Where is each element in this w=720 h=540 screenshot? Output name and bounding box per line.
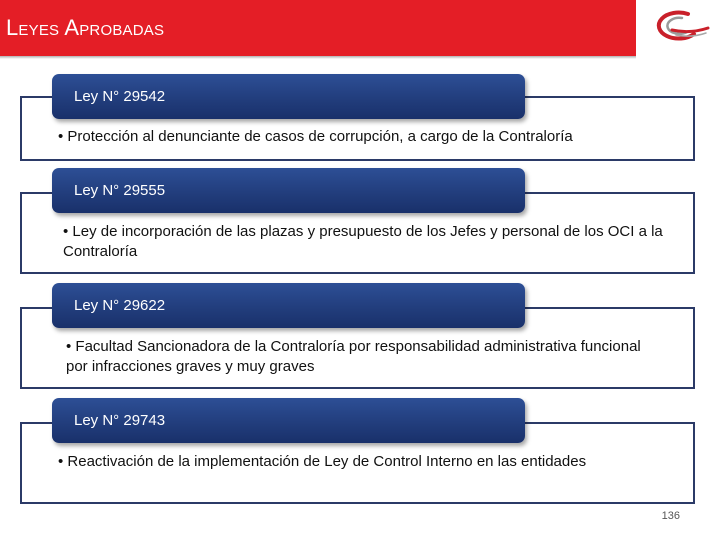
law-label-2: Ley N° 29555: [74, 182, 166, 199]
law-header-2: [52, 168, 525, 213]
page-number: 136: [661, 510, 680, 522]
law-label-4: Ley N° 29743: [74, 412, 166, 429]
law-description-4: • Reactivación de la implementación de Ley de Control Interno en las entidades: [58, 453, 587, 470]
law-header-3: [52, 283, 525, 328]
law-description-2: • Ley de incorporación de las plazas y presupuesto de los Jefes y personal de los OCI a la Contraloría: [63, 223, 663, 260]
contraloria-logo-icon: [642, 4, 712, 50]
law-header-1: [52, 74, 525, 119]
law-label-1: Ley N° 29542: [74, 88, 166, 105]
law-description-3: • Facultad Sancionadora de la Contraloría por responsabilidad administrativa funcional por infracciones graves y muy graves: [66, 338, 641, 375]
law-header-4: [52, 398, 525, 443]
slide-title: Leyes Aprobadas: [6, 15, 165, 40]
law-description-1: • Protección al denunciante de casos de corrupción, a cargo de la Contraloría: [58, 128, 573, 145]
law-label-3: Ley N° 29622: [74, 297, 166, 314]
title-bar-shadow: [0, 56, 636, 59]
